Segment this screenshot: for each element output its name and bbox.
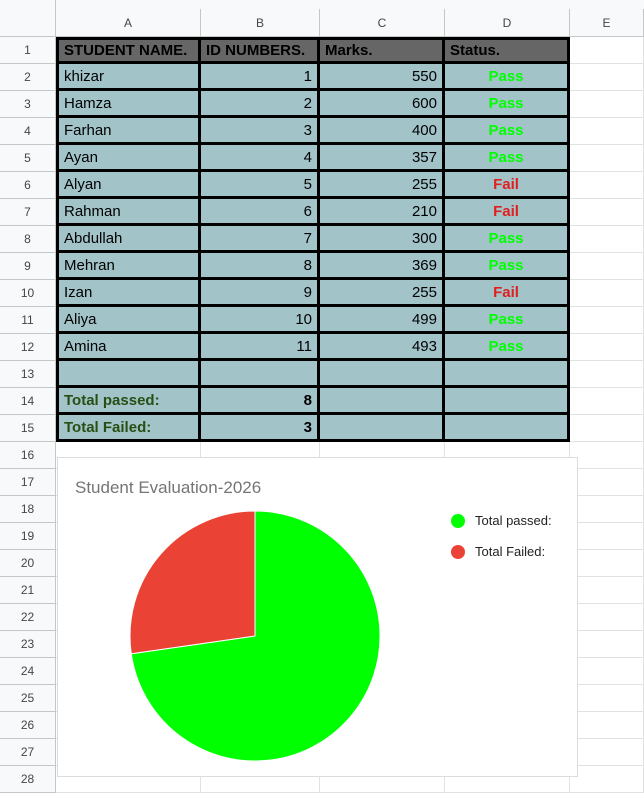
- student-name-cell[interactable]: khizar: [56, 64, 201, 91]
- cell[interactable]: [570, 199, 644, 226]
- status-cell[interactable]: Pass: [445, 307, 570, 334]
- row-header-3[interactable]: 3: [0, 91, 56, 118]
- cell[interactable]: [570, 307, 644, 334]
- row-header-14[interactable]: 14: [0, 388, 56, 415]
- student-name-cell[interactable]: Mehran: [56, 253, 201, 280]
- pie-chart[interactable]: [57, 457, 578, 777]
- row-header-1[interactable]: 1: [0, 37, 56, 64]
- cell[interactable]: [570, 91, 644, 118]
- cell[interactable]: [570, 604, 644, 631]
- cell[interactable]: [570, 496, 644, 523]
- cell[interactable]: [570, 145, 644, 172]
- cell[interactable]: [570, 685, 644, 712]
- student-name-cell[interactable]: Alyan: [56, 172, 201, 199]
- cell[interactable]: [570, 658, 644, 685]
- cell[interactable]: [570, 469, 644, 496]
- cell[interactable]: [570, 253, 644, 280]
- status-cell[interactable]: Pass: [445, 91, 570, 118]
- id-number-cell[interactable]: 10: [201, 307, 320, 334]
- marks-cell[interactable]: 300: [320, 226, 445, 253]
- id-number-cell[interactable]: 1: [201, 64, 320, 91]
- status-cell[interactable]: Pass: [445, 118, 570, 145]
- legend-item-failed: [451, 544, 545, 559]
- cell[interactable]: [570, 334, 644, 361]
- status-cell[interactable]: Pass: [445, 145, 570, 172]
- cell[interactable]: [570, 442, 644, 469]
- id-number-cell[interactable]: 6: [201, 199, 320, 226]
- marks-cell[interactable]: 400: [320, 118, 445, 145]
- id-number-cell[interactable]: 11: [201, 334, 320, 361]
- cell[interactable]: [570, 388, 644, 415]
- row-header-27[interactable]: 27: [0, 739, 56, 766]
- empty-cell[interactable]: [445, 361, 570, 388]
- status-cell[interactable]: Fail: [445, 280, 570, 307]
- marks-cell[interactable]: 369: [320, 253, 445, 280]
- column-header-a[interactable]: A: [56, 9, 201, 37]
- legend-dot-passed: [451, 514, 465, 528]
- marks-cell[interactable]: 499: [320, 307, 445, 334]
- header-cell[interactable]: Marks.: [320, 37, 445, 64]
- marks-cell[interactable]: 600: [320, 91, 445, 118]
- total-value-cell[interactable]: 8: [201, 388, 320, 415]
- row-header-4[interactable]: 4: [0, 118, 56, 145]
- row-header-6[interactable]: 6: [0, 172, 56, 199]
- row-header-22[interactable]: 22: [0, 604, 56, 631]
- column-header-d[interactable]: D: [445, 9, 570, 37]
- cell[interactable]: [570, 172, 644, 199]
- row-header-9[interactable]: 9: [0, 253, 56, 280]
- student-name-cell[interactable]: Abdullah: [56, 226, 201, 253]
- student-name-cell[interactable]: Ayan: [56, 145, 201, 172]
- row-header-20[interactable]: 20: [0, 550, 56, 577]
- column-header-e[interactable]: E: [570, 9, 644, 37]
- marks-cell[interactable]: 493: [320, 334, 445, 361]
- legend-dot-failed: [451, 545, 465, 559]
- marks-cell[interactable]: 255: [320, 280, 445, 307]
- row-header-23[interactable]: 23: [0, 631, 56, 658]
- status-cell[interactable]: Fail: [445, 199, 570, 226]
- cell[interactable]: [570, 415, 644, 442]
- row-header-8[interactable]: 8: [0, 226, 56, 253]
- toolbar-strip: [0, 0, 644, 9]
- marks-cell[interactable]: 210: [320, 199, 445, 226]
- status-cell[interactable]: Pass: [445, 64, 570, 91]
- row-header-21[interactable]: 21: [0, 577, 56, 604]
- row-header-11[interactable]: 11: [0, 307, 56, 334]
- chart-title: Student Evaluation-2026: [75, 478, 262, 497]
- status-cell[interactable]: Fail: [445, 172, 570, 199]
- empty-cell[interactable]: [320, 415, 445, 442]
- total-label-cell[interactable]: Total Failed:: [56, 415, 201, 442]
- pie-chart-canvas: [58, 458, 579, 778]
- row-header-16[interactable]: 16: [0, 442, 56, 469]
- cell[interactable]: [570, 577, 644, 604]
- student-name-cell[interactable]: Hamza: [56, 91, 201, 118]
- row-header-12[interactable]: 12: [0, 334, 56, 361]
- id-number-cell[interactable]: 7: [201, 226, 320, 253]
- legend-label-failed: Total Failed:: [475, 544, 546, 559]
- id-number-cell[interactable]: 3: [201, 118, 320, 145]
- legend-label-passed: Total passed:: [475, 513, 552, 528]
- id-number-cell[interactable]: 8: [201, 253, 320, 280]
- cell[interactable]: [570, 523, 644, 550]
- legend-item-passed: [451, 513, 552, 528]
- student-name-cell[interactable]: Farhan: [56, 118, 201, 145]
- cell[interactable]: [570, 550, 644, 577]
- row-header-13[interactable]: 13: [0, 361, 56, 388]
- status-cell[interactable]: Pass: [445, 253, 570, 280]
- column-header-c[interactable]: C: [320, 9, 445, 37]
- header-cell[interactable]: ID NUMBERS.: [201, 37, 320, 64]
- id-number-cell[interactable]: 4: [201, 145, 320, 172]
- cell[interactable]: [570, 118, 644, 145]
- status-cell[interactable]: Pass: [445, 334, 570, 361]
- header-cell[interactable]: Status.: [445, 37, 570, 64]
- cell[interactable]: [570, 64, 644, 91]
- id-number-cell[interactable]: 2: [201, 91, 320, 118]
- student-name-cell[interactable]: Aliya: [56, 307, 201, 334]
- marks-cell[interactable]: 550: [320, 64, 445, 91]
- empty-cell[interactable]: [320, 388, 445, 415]
- cell[interactable]: [570, 739, 644, 766]
- marks-cell[interactable]: 357: [320, 145, 445, 172]
- cell[interactable]: [570, 226, 644, 253]
- cell[interactable]: [570, 766, 644, 793]
- row-header-18[interactable]: 18: [0, 496, 56, 523]
- cell[interactable]: [570, 631, 644, 658]
- status-cell[interactable]: Pass: [445, 226, 570, 253]
- empty-cell[interactable]: [320, 361, 445, 388]
- row-header-25[interactable]: 25: [0, 685, 56, 712]
- header-cell[interactable]: STUDENT NAME.: [56, 37, 201, 64]
- id-number-cell[interactable]: 9: [201, 280, 320, 307]
- cell[interactable]: [570, 712, 644, 739]
- select-all-corner[interactable]: [0, 0, 56, 37]
- row-header-26[interactable]: 26: [0, 712, 56, 739]
- row-header-28[interactable]: 28: [0, 766, 56, 793]
- student-name-cell[interactable]: Amina: [56, 334, 201, 361]
- cell[interactable]: [570, 280, 644, 307]
- marks-cell[interactable]: 255: [320, 172, 445, 199]
- empty-cell[interactable]: [201, 361, 320, 388]
- row-header-19[interactable]: 19: [0, 523, 56, 550]
- id-number-cell[interactable]: 5: [201, 172, 320, 199]
- row-header-5[interactable]: 5: [0, 145, 56, 172]
- column-header-b[interactable]: B: [201, 9, 320, 37]
- student-name-cell[interactable]: Izan: [56, 280, 201, 307]
- row-header-10[interactable]: 10: [0, 280, 56, 307]
- empty-cell[interactable]: [445, 415, 570, 442]
- empty-cell[interactable]: [56, 361, 201, 388]
- row-header-7[interactable]: 7: [0, 199, 56, 226]
- row-header-15[interactable]: 15: [0, 415, 56, 442]
- total-value-cell[interactable]: 3: [201, 415, 320, 442]
- cell[interactable]: [570, 37, 644, 64]
- empty-cell[interactable]: [445, 388, 570, 415]
- row-header-24[interactable]: 24: [0, 658, 56, 685]
- pie-slice-failed[interactable]: [130, 511, 255, 654]
- row-header-17[interactable]: 17: [0, 469, 56, 496]
- total-label-cell[interactable]: Total passed:: [56, 388, 201, 415]
- row-header-2[interactable]: 2: [0, 64, 56, 91]
- student-name-cell[interactable]: Rahman: [56, 199, 201, 226]
- cell[interactable]: [570, 361, 644, 388]
